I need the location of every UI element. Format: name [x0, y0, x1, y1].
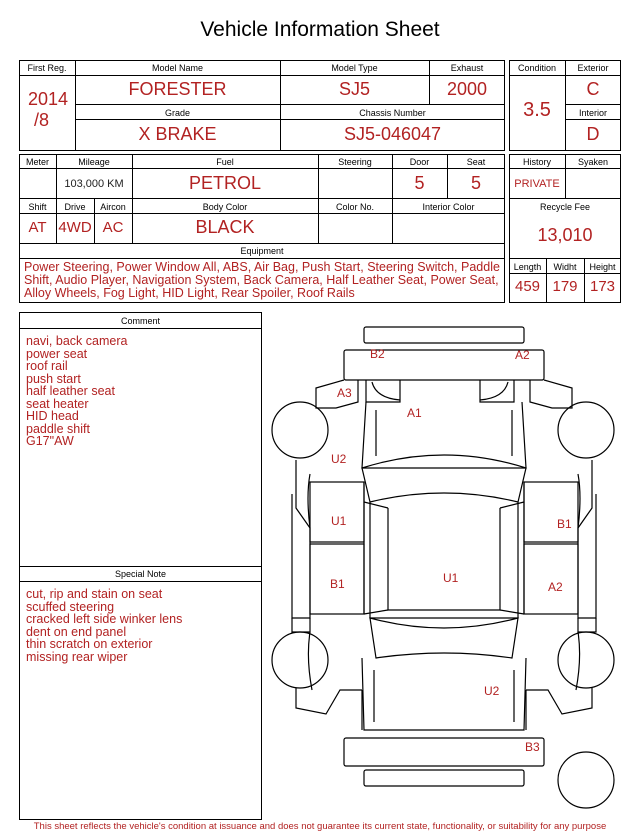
- meter-label: Meter: [25, 157, 49, 167]
- shift-value: AT: [28, 219, 47, 236]
- drive-value: 4WD: [58, 219, 92, 236]
- model-type-value: SJ5: [338, 79, 371, 99]
- recycle-fee-label: Recycle Fee: [539, 202, 591, 212]
- length-value: 459: [514, 278, 541, 295]
- list-item: scuffed steering: [26, 599, 115, 614]
- seat-value: 5: [470, 173, 481, 193]
- list-item: cut, rip and stain on seat: [26, 587, 163, 601]
- fuel-value: PETROL: [188, 173, 262, 193]
- mileage-label: Mileage: [78, 157, 110, 167]
- seat-label: Seat: [466, 157, 486, 167]
- damage-mark-u2-rear: U2: [484, 684, 500, 698]
- color-no-label: Color No.: [335, 202, 374, 212]
- drive-label: Drive: [64, 202, 86, 212]
- interior-color-label: Interior Color: [422, 202, 475, 212]
- exhaust-label: Exhaust: [450, 63, 484, 73]
- condition-value: 3.5: [523, 99, 551, 121]
- damage-mark-b3-rear: B3: [525, 740, 540, 754]
- sheet-title: Vehicle Information Sheet: [200, 18, 440, 41]
- aircon-label: Aircon: [100, 202, 126, 212]
- chassis-number-value: SJ5-046047: [343, 124, 442, 144]
- mileage-value: 103,000 KM: [64, 178, 124, 190]
- special-note-list: [26, 588, 182, 663]
- steering-label: Steering: [338, 157, 372, 167]
- list-item: dent on end panel: [26, 624, 127, 639]
- damage-mark-a3-pillar: A3: [337, 386, 352, 400]
- width-label: Widht: [553, 262, 577, 272]
- condition-label: Condition: [517, 63, 557, 73]
- list-item: roof rail: [26, 359, 68, 373]
- list-item: power seat: [26, 346, 88, 361]
- exhaust-value: 2000: [446, 79, 488, 99]
- damage-mark-b1-left-rear: B1: [330, 577, 345, 591]
- comment-label: Comment: [120, 316, 160, 326]
- width-value: 179: [552, 278, 578, 295]
- history-value: PRIVATE: [514, 178, 560, 190]
- list-item: half leather seat: [26, 384, 115, 398]
- aircon-value: AC: [102, 219, 124, 236]
- damage-mark-u1-roof: U1: [443, 571, 459, 585]
- damage-mark-b2-front: B2: [370, 347, 385, 361]
- first-reg-label: First Reg.: [27, 63, 67, 73]
- shift-label: Shift: [28, 202, 47, 212]
- damage-mark-labels: [330, 347, 572, 754]
- list-item: seat heater: [26, 396, 89, 411]
- grade-value: X BRAKE: [138, 124, 217, 144]
- history-label: History: [522, 157, 551, 167]
- equipment-label: Equipment: [240, 246, 284, 256]
- door-value: 5: [414, 173, 425, 193]
- damage-mark-b1-right-door: B1: [557, 517, 572, 531]
- exterior-value: C: [586, 79, 600, 99]
- grade-label: Grade: [164, 108, 190, 118]
- chassis-number-label: Chassis Number: [359, 108, 426, 118]
- height-label: Height: [589, 262, 616, 272]
- interior-label: Interior: [578, 108, 607, 118]
- body-color-value: BLACK: [195, 217, 255, 237]
- model-name-label: Model Name: [151, 63, 204, 73]
- list-item: thin scratch on exterior: [26, 637, 153, 651]
- fuel-label: Fuel: [216, 157, 234, 167]
- exterior-label: Exterior: [577, 63, 609, 73]
- damage-mark-a1-hood: A1: [407, 406, 422, 420]
- damage-mark-u1-left-door: U1: [331, 514, 347, 528]
- height-value: 173: [589, 278, 616, 295]
- model-name-value: FORESTER: [128, 79, 227, 99]
- list-item: G17"AW: [26, 434, 74, 448]
- list-item: cracked left side winker lens: [26, 612, 183, 626]
- model-type-label: Model Type: [331, 63, 378, 73]
- damage-mark-a2-front: A2: [515, 348, 530, 362]
- first-reg-year: 2014: [27, 89, 69, 109]
- equipment-list: Power Steering, Power Window All, ABS, Air Bag, Push Start, Steering Switch, Paddle Shift, Audio Player, Navigation System, Back Camera, Half Leather Seat, Power Seat, Alloy Wheels, Fog Light, HID Light, Rear Spoiler, Roof Rails: [24, 260, 500, 300]
- door-label: Door: [409, 157, 430, 167]
- special-note-label: Special Note: [114, 569, 167, 579]
- body-color-label: Body Color: [202, 202, 248, 212]
- first-reg-month: /8: [33, 110, 49, 130]
- list-item: push start: [26, 371, 81, 386]
- damage-mark-u2-left-front: U2: [331, 452, 347, 466]
- syaken-label: Syaken: [577, 157, 609, 167]
- list-item: missing rear wiper: [26, 649, 128, 664]
- recycle-fee-value: 13,010: [537, 225, 593, 245]
- damage-mark-a2-right-rear: A2: [548, 580, 563, 594]
- list-item: HID head: [26, 409, 79, 423]
- comment-list: [26, 335, 127, 448]
- list-item: paddle shift: [26, 421, 90, 436]
- list-item: navi, back camera: [26, 334, 128, 348]
- vehicle-damage-diagram: [266, 318, 626, 820]
- disclaimer-footer: This sheet reflects the vehicle's condition at issuance and does not guarantee its current state, functionality, or suitability for any purpose: [33, 821, 607, 832]
- length-label: Length: [513, 262, 542, 272]
- interior-value: D: [586, 124, 600, 144]
